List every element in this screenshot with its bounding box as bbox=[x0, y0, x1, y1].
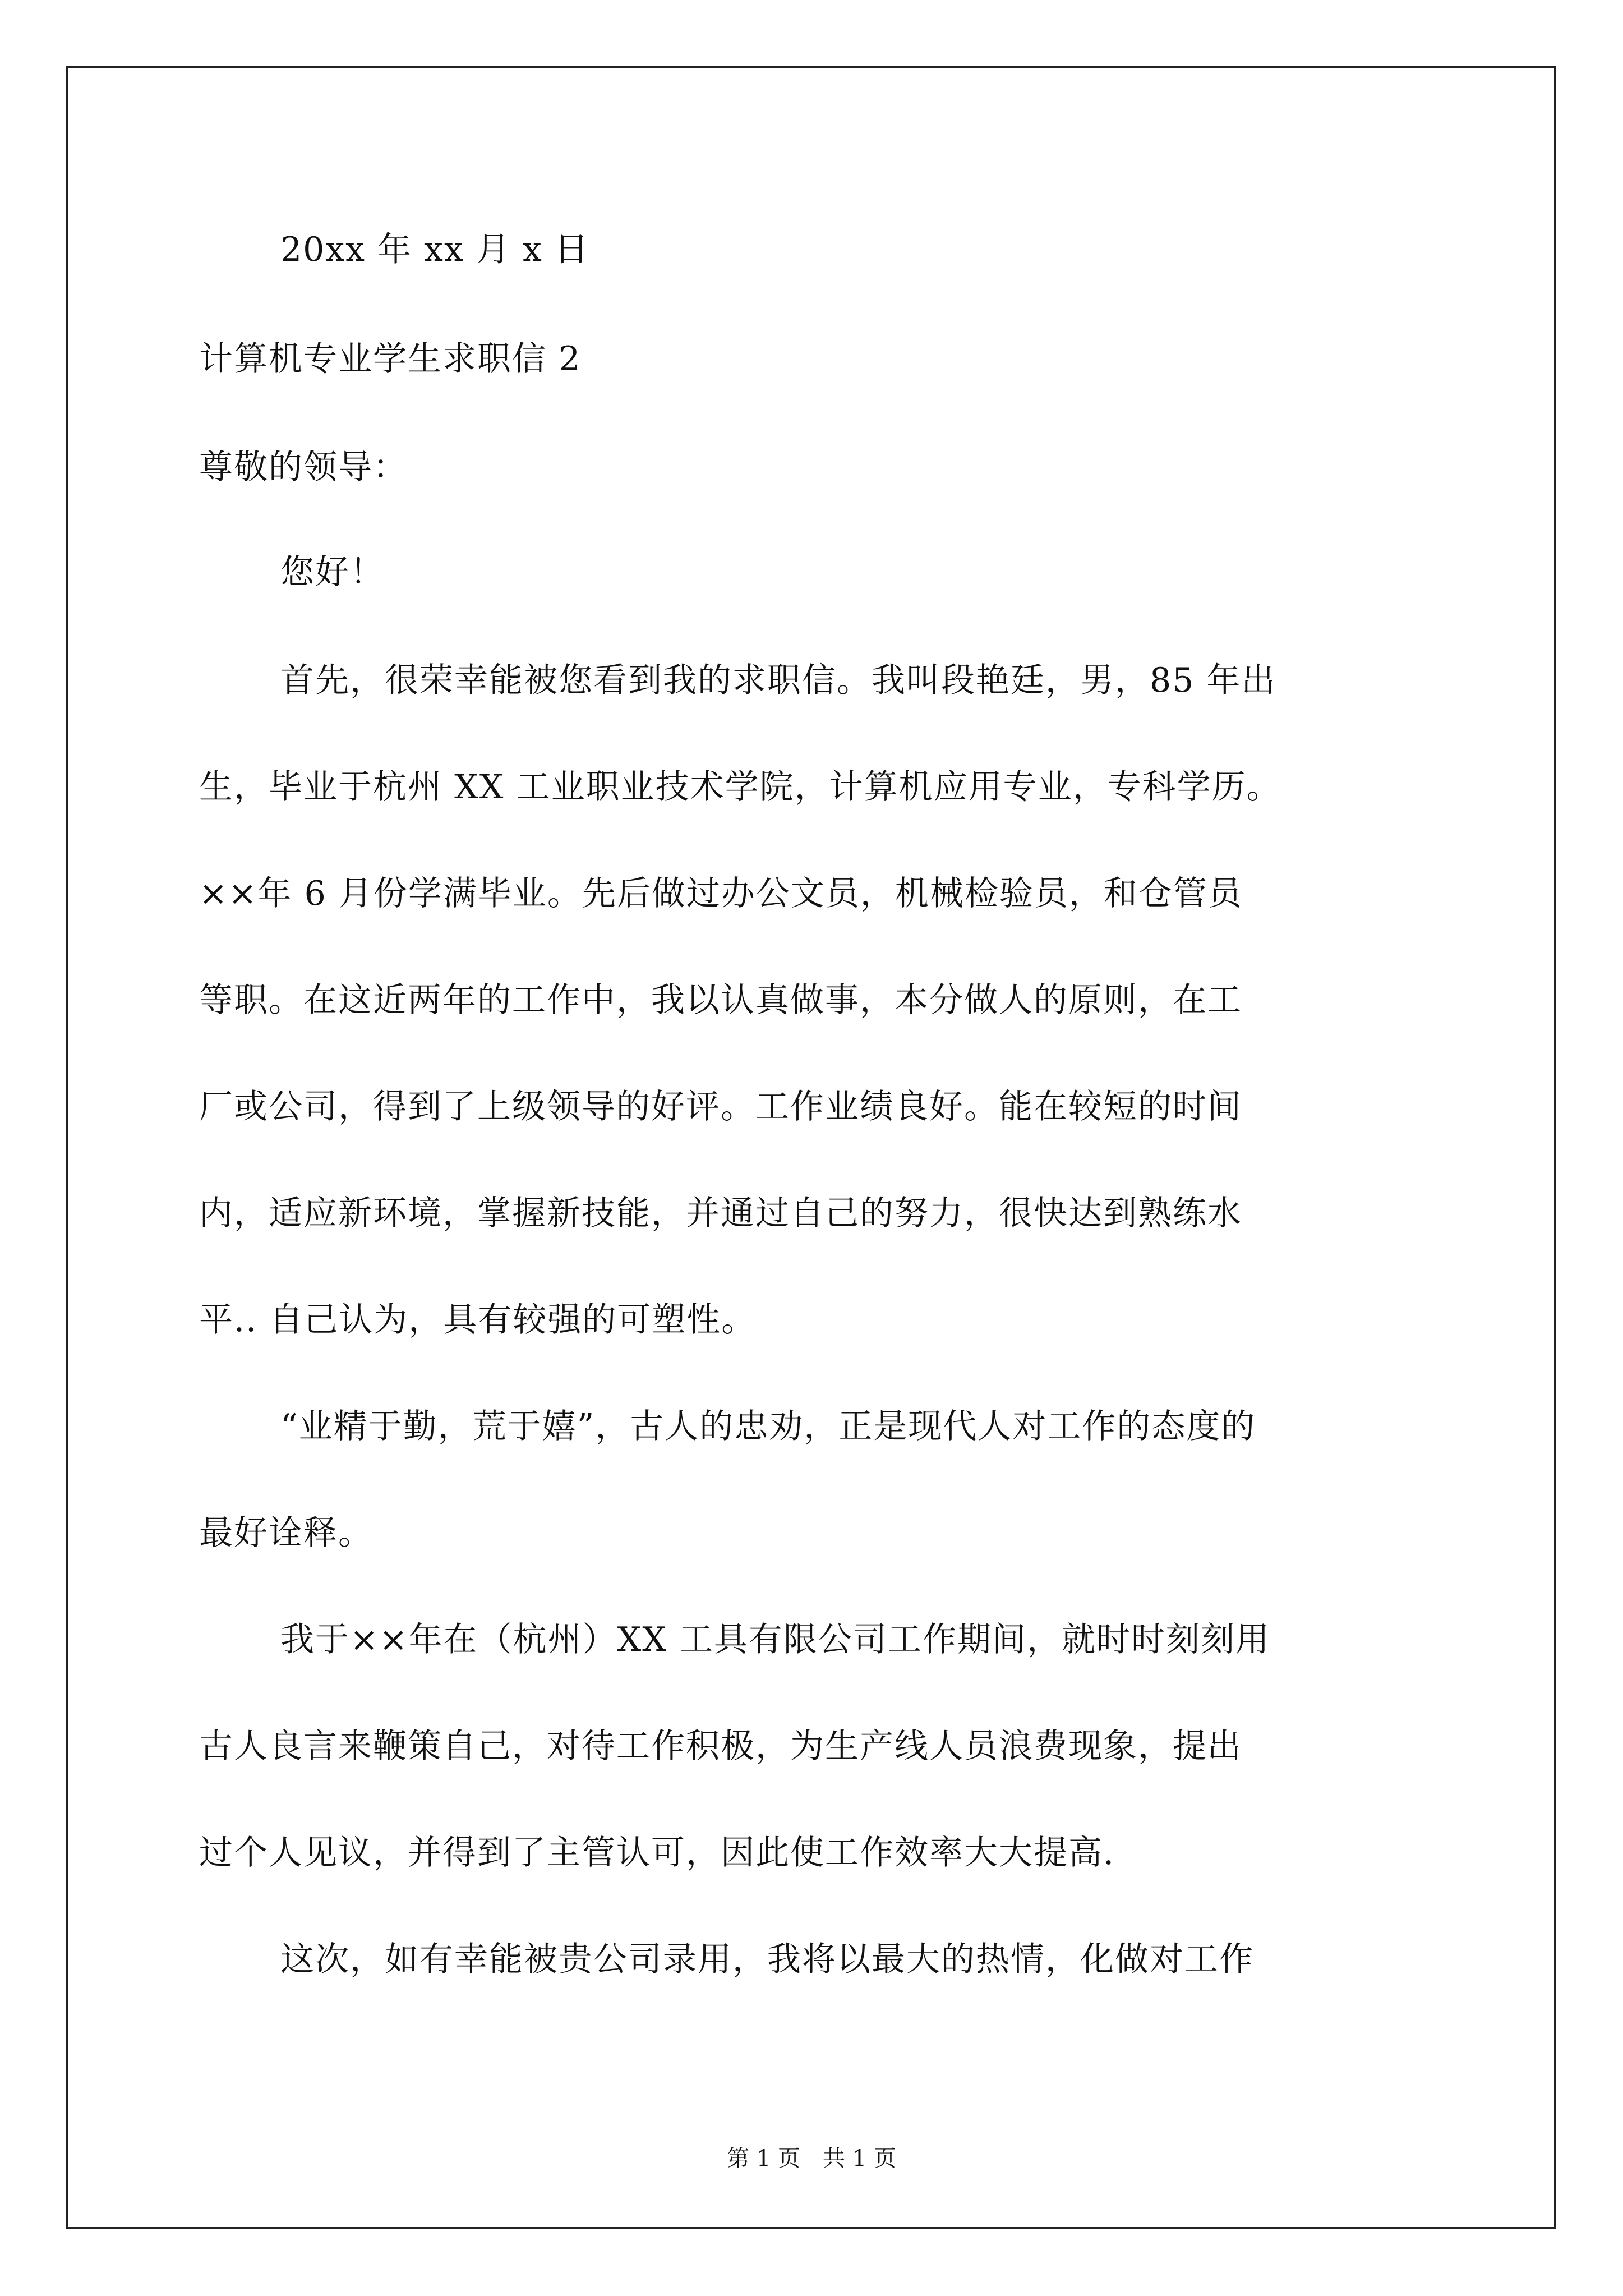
paragraph-1-line: 平.. 自己认为，具有较强的可塑性。 bbox=[199, 1300, 757, 1340]
page-number-footer: 第 1 页 共 1 页 bbox=[727, 2146, 896, 2171]
paragraph-3-line: 古人良言来鞭策自己，对待工作积极，为生产线人员浪费现象，提出 bbox=[199, 1727, 1242, 1766]
paragraph-1-line: 等职。在这近两年的工作中，我以认真做事，本分做人的原则，在工 bbox=[199, 981, 1242, 1020]
paragraph-1-line: 首先，很荣幸能被您看到我的求职信。我叫段艳廷，男，85 年出 bbox=[280, 661, 1276, 700]
letter-greeting: 您好！ bbox=[280, 553, 385, 592]
paragraph-3-line: 过个人见议，并得到了主管认可，因此使工作效率大大提高. bbox=[199, 1833, 1115, 1872]
page-border bbox=[66, 66, 1556, 2229]
letter-salutation: 尊敬的领导： bbox=[199, 448, 408, 487]
paragraph-1-line: 生，毕业于杭州 XX 工业职业技术学院，计算机应用专业，专科学历。 bbox=[199, 767, 1281, 807]
paragraph-2-line: “业精于勤，荒于嬉”，古人的忠劝，正是现代人对工作的态度的 bbox=[280, 1407, 1256, 1446]
paragraph-4-line: 这次，如有幸能被贵公司录用，我将以最大的热情，化做对工作 bbox=[280, 1940, 1254, 1979]
paragraph-2-line: 最好诠释。 bbox=[199, 1513, 373, 1553]
paragraph-1-line: 厂或公司，得到了上级领导的好评。工作业绩良好。能在较短的时间 bbox=[199, 1087, 1242, 1126]
paragraph-1-line: 内，适应新环境，掌握新技能，并通过自己的努力，很快达到熟练水 bbox=[199, 1194, 1242, 1233]
letter-date: 20xx 年 xx 月 x 日 bbox=[280, 230, 589, 269]
paragraph-3-line: 我于××年在（杭州）XX 工具有限公司工作期间，就时时刻刻用 bbox=[280, 1620, 1271, 1659]
letter-title: 计算机专业学生求职信 2 bbox=[199, 339, 582, 379]
paragraph-1-line: ××年 6 月份学满毕业。先后做过办公文员，机械检验员，和仓管员 bbox=[199, 874, 1243, 913]
